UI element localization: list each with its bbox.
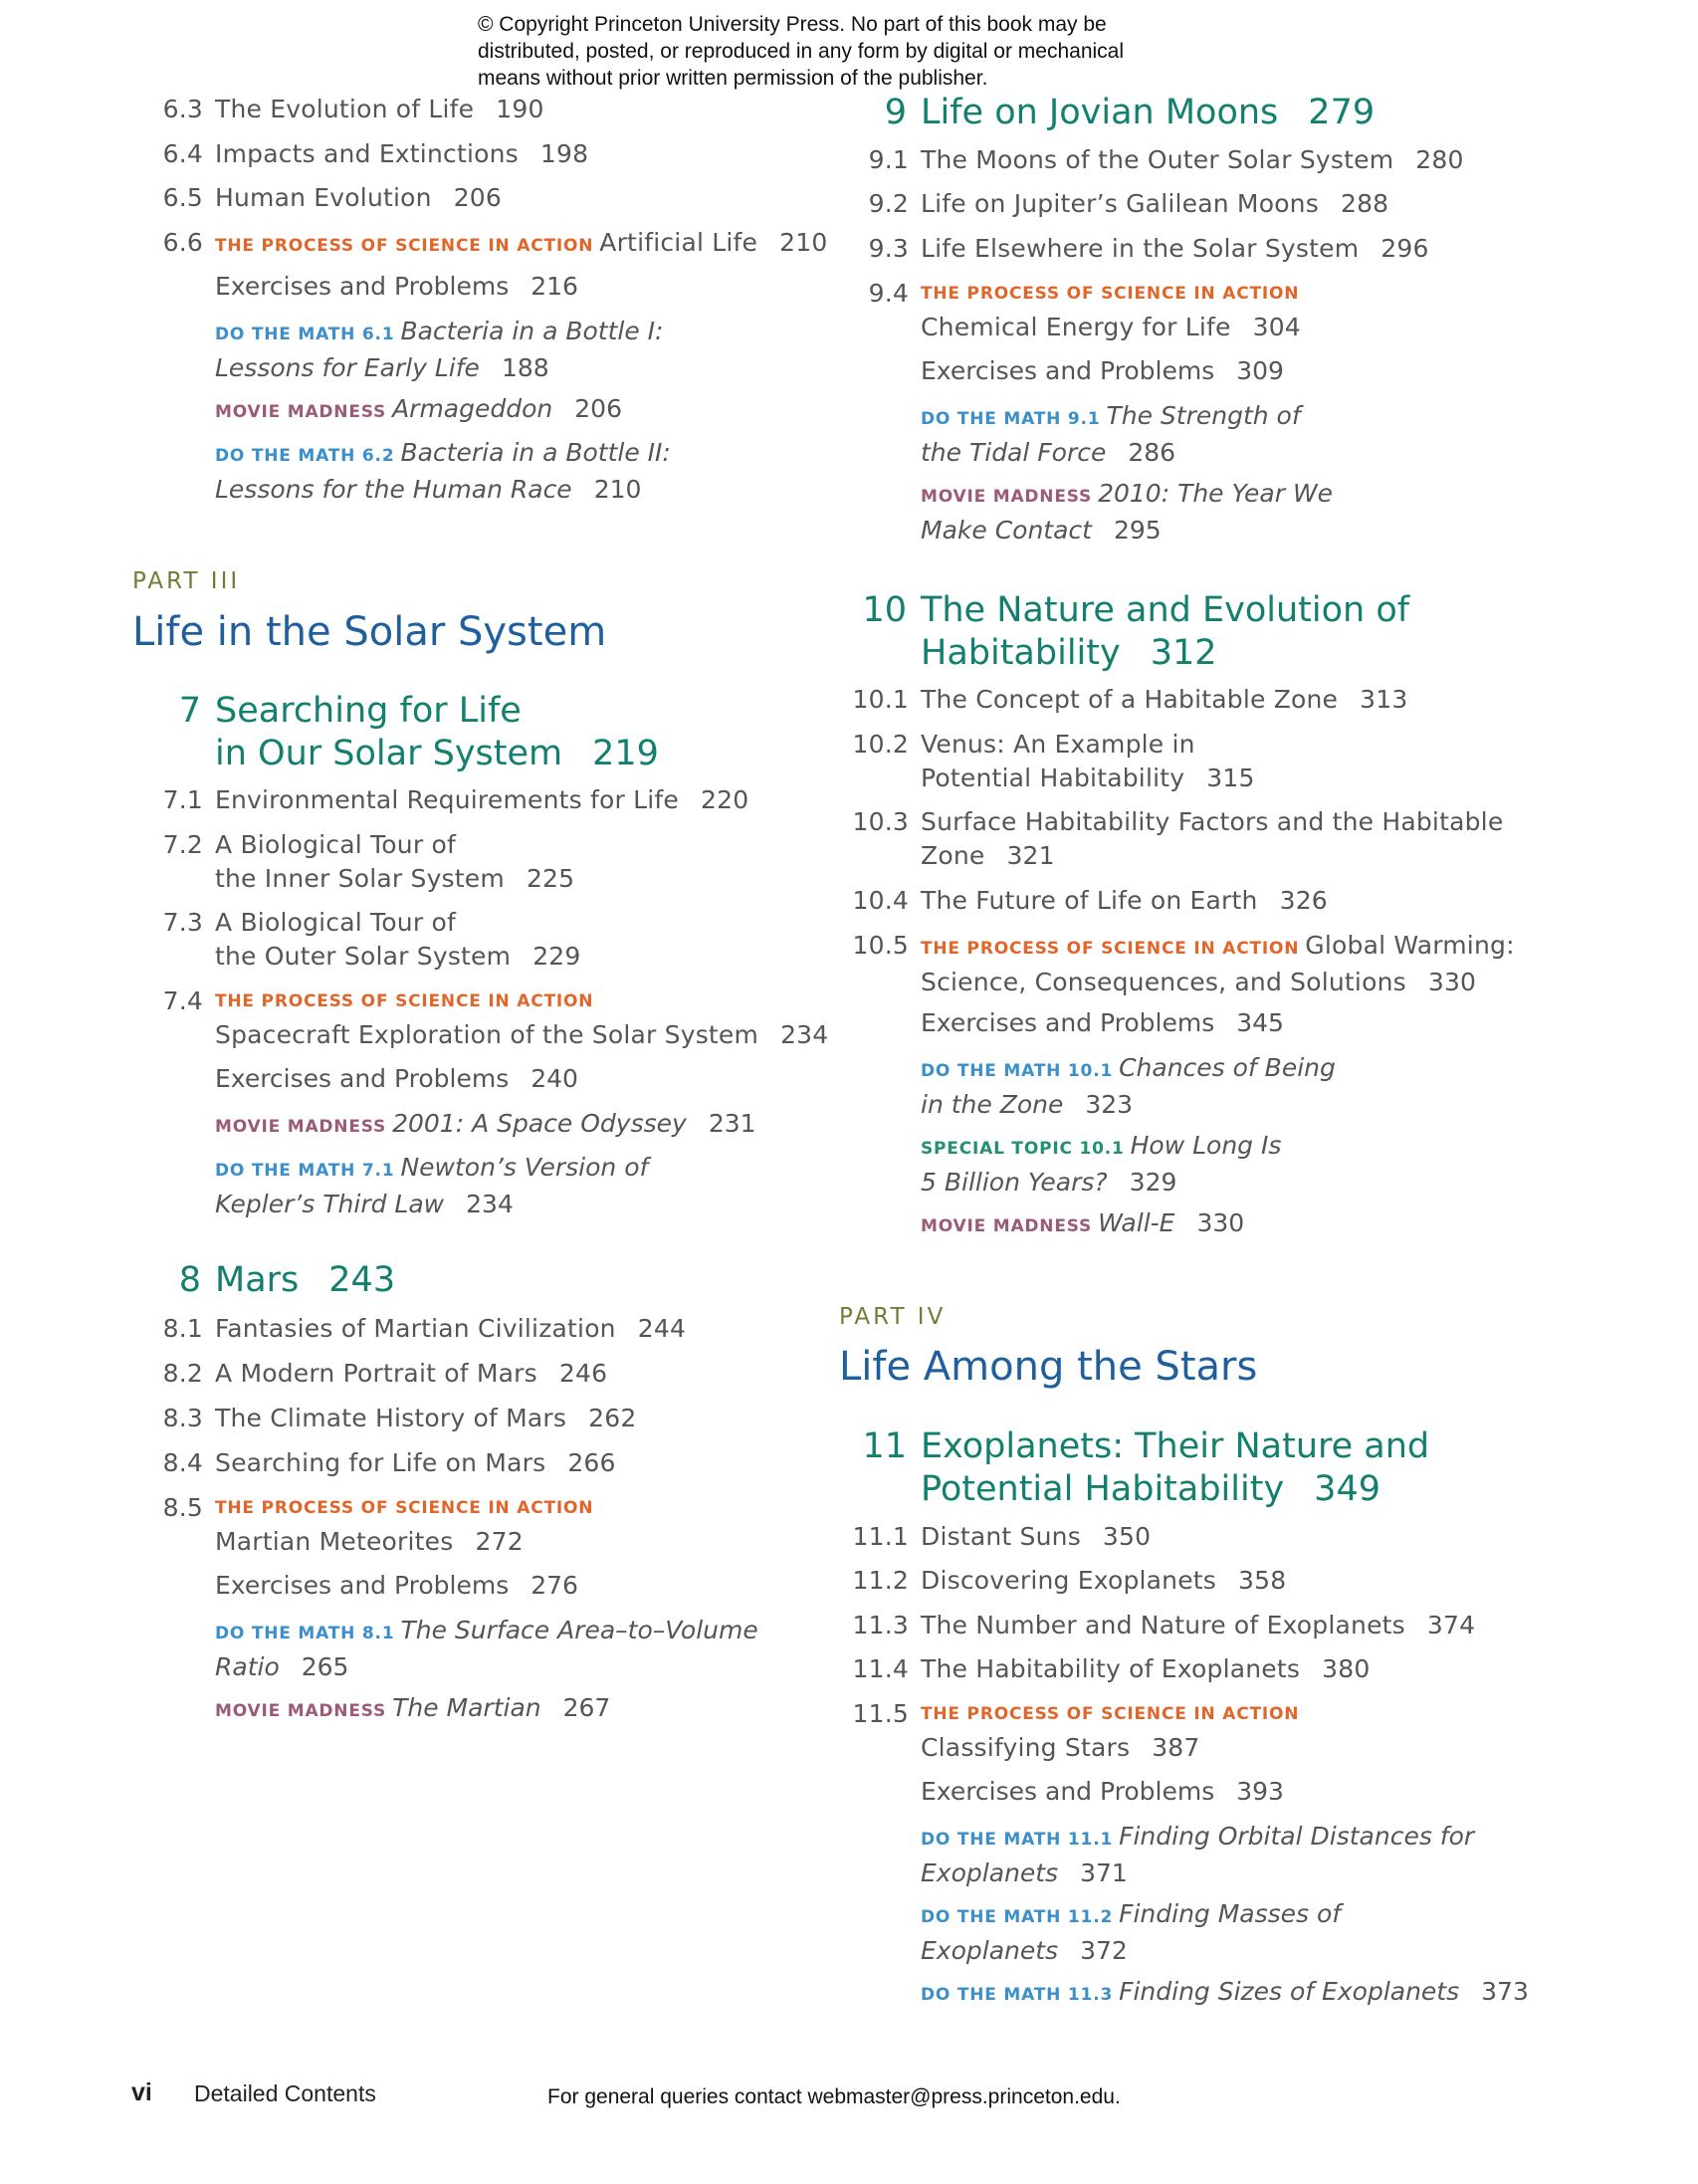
page-number: 190 xyxy=(496,95,544,123)
toc-entry[interactable] xyxy=(162,984,829,1052)
feature-title: Kepler’s Third Law xyxy=(215,1190,445,1218)
section-number: 11.5 xyxy=(852,1699,909,1728)
process-of-science-tag: THE PROCESS OF SCIENCE IN ACTION xyxy=(215,236,594,256)
page-number: 231 xyxy=(708,1109,756,1138)
page-number: 393 xyxy=(1236,1777,1284,1806)
feature-title: Newton’s Version of xyxy=(400,1153,649,1182)
section-title: A Modern Portrait of Mars xyxy=(215,1359,537,1388)
exercises-title: Exercises and Problems xyxy=(215,272,510,301)
section-number: 11.2 xyxy=(852,1566,909,1595)
toc-entry[interactable] xyxy=(852,1520,1152,1554)
section-number: 6.5 xyxy=(162,183,203,212)
exercises-title: Exercises and Problems xyxy=(921,1777,1215,1806)
exercises-title: Exercises and Problems xyxy=(215,1571,510,1600)
process-of-science-tag: THE PROCESS OF SCIENCE IN ACTION xyxy=(215,1498,594,1518)
feature-title: Finding Sizes of Exoplanets xyxy=(1119,1977,1460,2006)
process-of-science-tag: THE PROCESS OF SCIENCE IN ACTION xyxy=(215,991,594,1011)
section-title: Life on Jupiter’s Galilean Moons xyxy=(921,189,1319,218)
toc-entry[interactable] xyxy=(162,181,503,215)
toc-entry[interactable] xyxy=(852,1609,1476,1642)
contact-line: For general queries contact webmaster@press.princeton.edu. xyxy=(547,2085,1121,2108)
exercises-entry[interactable] xyxy=(921,354,1284,388)
page-folio: vi xyxy=(131,2078,152,2106)
section-title: Environmental Requirements for Life xyxy=(215,785,679,814)
do-the-math-tag: DO THE MATH 10.1 xyxy=(921,1061,1114,1081)
page-number: 220 xyxy=(700,785,749,814)
do-the-math-tag: DO THE MATH 11.2 xyxy=(921,1907,1114,1927)
toc-entry[interactable] xyxy=(868,232,1429,266)
toc-entry[interactable] xyxy=(852,1652,1371,1686)
section-title: Impacts and Extinctions xyxy=(215,139,519,168)
chapter-title: The Nature and Evolution of xyxy=(921,590,1410,630)
page-number: 234 xyxy=(780,1020,829,1049)
process-of-science-tag: THE PROCESS OF SCIENCE IN ACTION xyxy=(921,284,1300,304)
section-number: 11.3 xyxy=(852,1611,909,1639)
page-number: 262 xyxy=(588,1404,637,1432)
page-number: 329 xyxy=(1129,1168,1177,1197)
copyright-line: distributed, posted, or reproduced in any form by digital or mechanical xyxy=(478,40,1125,63)
page-number: 321 xyxy=(1006,841,1055,870)
copyright-line: © Copyright Princeton University Press. No part of this book may be xyxy=(478,13,1107,36)
feature-title: the Tidal Force xyxy=(921,438,1107,467)
feature-title: Armageddon xyxy=(392,394,553,423)
toc-entry[interactable] xyxy=(868,143,1464,177)
section-number: 10.1 xyxy=(852,685,909,714)
do-the-math-tag: DO THE MATH 6.2 xyxy=(215,446,395,466)
feature-title: Finding Orbital Distances for xyxy=(1119,1822,1475,1851)
page-number: 312 xyxy=(1150,633,1217,673)
section-title: The Evolution of Life xyxy=(215,95,475,123)
chapter-title: Potential Habitability xyxy=(921,1469,1285,1509)
page-number: 358 xyxy=(1238,1566,1287,1595)
page-number: 323 xyxy=(1085,1090,1134,1119)
section-title: A Biological Tour of xyxy=(215,830,456,859)
page-number: 315 xyxy=(1206,764,1255,792)
movie-madness-entry[interactable] xyxy=(215,392,622,429)
feature-title: Finding Masses of xyxy=(1119,1899,1342,1928)
feature-title: Make Contact xyxy=(921,516,1092,545)
feature-title: How Long Is xyxy=(1130,1131,1282,1160)
section-title: Discovering Exoplanets xyxy=(921,1566,1217,1595)
toc-entry[interactable] xyxy=(852,805,1504,873)
running-footer: Detailed Contents xyxy=(194,2080,376,2106)
page-number: 216 xyxy=(531,272,578,301)
section-title: Zone xyxy=(921,841,985,870)
page-number: 243 xyxy=(328,1260,396,1300)
do-the-math-entry[interactable] xyxy=(921,1820,1474,1890)
section-title: Spacecraft Exploration of the Solar System xyxy=(215,1020,759,1049)
do-the-math-entry[interactable] xyxy=(215,315,663,385)
chapter-title: Habitability xyxy=(921,633,1121,673)
page-number: 304 xyxy=(1252,313,1301,341)
section-number: 10.5 xyxy=(852,931,909,960)
part-label: PART III xyxy=(132,568,241,594)
page-number: 330 xyxy=(1427,968,1477,996)
page-number: 350 xyxy=(1102,1522,1152,1551)
page-number: 234 xyxy=(466,1190,514,1218)
section-number: 8.1 xyxy=(162,1314,203,1343)
chapter-title: Searching for Life xyxy=(215,691,522,731)
do-the-math-entry[interactable] xyxy=(215,1151,648,1221)
page-number: 288 xyxy=(1340,189,1389,218)
chapter-title: Mars xyxy=(215,1260,300,1300)
page-number: 349 xyxy=(1314,1469,1380,1509)
do-the-math-tag: DO THE MATH 8.1 xyxy=(215,1624,395,1643)
section-number: 8.4 xyxy=(162,1448,203,1477)
section-number: 8.3 xyxy=(162,1404,203,1432)
section-number: 10.3 xyxy=(852,807,909,836)
toc-entry[interactable] xyxy=(162,137,589,171)
page-number: 229 xyxy=(532,942,581,971)
section-number: 9.1 xyxy=(868,145,909,174)
exercises-title: Exercises and Problems xyxy=(921,1008,1215,1037)
part-label: PART IV xyxy=(839,1304,947,1330)
feature-title: Exoplanets xyxy=(921,1936,1059,1965)
page-number: 266 xyxy=(567,1448,616,1477)
page-number: 225 xyxy=(526,864,575,893)
page-number: 206 xyxy=(574,394,622,423)
section-title: Artificial Life xyxy=(599,228,758,257)
page-number: 372 xyxy=(1080,1936,1128,1965)
feature-title: Chances of Being xyxy=(1119,1053,1336,1082)
section-number: 7.1 xyxy=(162,785,203,814)
toc-entry[interactable] xyxy=(162,1402,637,1435)
process-of-science-tag: THE PROCESS OF SCIENCE IN ACTION xyxy=(921,1704,1300,1724)
chapter-number: 9 xyxy=(884,93,907,132)
exercises-entry[interactable] xyxy=(921,1006,1284,1040)
section-title: A Biological Tour of xyxy=(215,908,456,937)
chapter-number: 7 xyxy=(178,691,201,731)
copyright-line: means without prior written permission of the publisher. xyxy=(478,67,988,90)
toc-entry[interactable] xyxy=(162,1491,599,1559)
exercises-entry[interactable] xyxy=(215,1062,578,1096)
exercises-entry[interactable] xyxy=(215,270,578,304)
page-number: 296 xyxy=(1380,234,1429,263)
feature-title: Exoplanets xyxy=(921,1858,1059,1887)
section-number: 11.4 xyxy=(852,1654,909,1683)
movie-madness-entry[interactable] xyxy=(215,1691,610,1728)
toc-entry[interactable] xyxy=(868,187,1389,221)
section-title: Potential Habitability xyxy=(921,764,1185,792)
movie-madness-tag: MOVIE MADNESS xyxy=(921,487,1093,507)
toc-entry[interactable] xyxy=(162,906,581,974)
movie-madness-tag: MOVIE MADNESS xyxy=(215,402,387,422)
section-title: Fantasies of Martian Civilization xyxy=(215,1314,616,1343)
movie-madness-entry[interactable] xyxy=(921,1206,1244,1243)
do-the-math-tag: DO THE MATH 11.3 xyxy=(921,1985,1114,2005)
page-number: 345 xyxy=(1236,1008,1284,1037)
chapter-heading[interactable] xyxy=(862,1425,1430,1511)
exercises-entry[interactable] xyxy=(215,1569,578,1603)
part-title[interactable]: Life in the Solar System xyxy=(132,609,607,655)
section-number: 10.2 xyxy=(852,730,909,759)
feature-title: 2010: The Year We xyxy=(1098,479,1334,508)
section-number: 8.5 xyxy=(162,1493,203,1522)
chapter-title: Life on Jovian Moons xyxy=(921,93,1279,132)
section-title: Distant Suns xyxy=(921,1522,1081,1551)
chapter-heading[interactable] xyxy=(178,1259,396,1302)
page-number: 380 xyxy=(1322,1654,1371,1683)
section-title: The Habitability of Exoplanets xyxy=(921,1654,1301,1683)
feature-title: in the Zone xyxy=(921,1090,1064,1119)
chapter-number: 11 xyxy=(862,1426,907,1466)
section-title: Searching for Life on Mars xyxy=(215,1448,546,1477)
section-title: The Climate History of Mars xyxy=(215,1404,567,1432)
do-the-math-entry[interactable] xyxy=(921,1051,1336,1122)
toc-entry[interactable] xyxy=(162,93,544,126)
page-number: 280 xyxy=(1415,145,1464,174)
section-number: 10.4 xyxy=(852,886,909,915)
feature-title: The Surface Area–to–Volume xyxy=(400,1616,758,1644)
section-title: Global Warming: xyxy=(1305,931,1515,960)
feature-title: Lessons for Early Life xyxy=(215,353,480,382)
section-title: The Moons of the Outer Solar System xyxy=(921,145,1394,174)
page-number: 371 xyxy=(1080,1858,1128,1887)
feature-title: 5 Billion Years? xyxy=(921,1168,1108,1197)
page-number: 265 xyxy=(301,1652,349,1681)
toc-entry[interactable] xyxy=(162,783,749,817)
page-number: 198 xyxy=(539,139,589,168)
toc-entry[interactable] xyxy=(852,1564,1287,1598)
chapter-heading[interactable] xyxy=(884,92,1376,134)
chapter-heading[interactable] xyxy=(862,589,1410,675)
feature-title: Lessons for the Human Race xyxy=(215,475,572,504)
section-number: 7.4 xyxy=(162,986,203,1015)
page-number: 330 xyxy=(1196,1208,1245,1237)
toc-entry[interactable] xyxy=(852,1697,1305,1765)
page-number: 373 xyxy=(1481,1977,1529,2006)
feature-title: The Strength of xyxy=(1106,401,1301,430)
do-the-math-tag: DO THE MATH 7.1 xyxy=(215,1161,395,1181)
page-number: 309 xyxy=(1236,356,1284,385)
page-number: 210 xyxy=(779,228,828,257)
chapter-number: 8 xyxy=(178,1260,201,1300)
page-number: 246 xyxy=(558,1359,608,1388)
section-number: 9.2 xyxy=(868,189,909,218)
chapter-title: Exoplanets: Their Nature and xyxy=(921,1426,1430,1466)
do-the-math-tag: DO THE MATH 6.1 xyxy=(215,325,395,344)
movie-madness-entry[interactable] xyxy=(921,477,1333,547)
section-number: 9.3 xyxy=(868,234,909,263)
toc-entry[interactable] xyxy=(868,277,1305,344)
section-number: 11.1 xyxy=(852,1522,909,1551)
do-the-math-entry[interactable] xyxy=(921,1897,1341,1968)
section-title: Classifying Stars xyxy=(921,1733,1131,1762)
page-number: 276 xyxy=(531,1571,578,1600)
section-title: The Number and Nature of Exoplanets xyxy=(921,1611,1405,1639)
toc-entry[interactable] xyxy=(162,1446,616,1480)
section-title: The Concept of a Habitable Zone xyxy=(921,685,1339,714)
do-the-math-entry[interactable] xyxy=(215,1614,758,1684)
section-number: 8.2 xyxy=(162,1359,203,1388)
page-number: 272 xyxy=(475,1527,524,1556)
page-number: 374 xyxy=(1426,1611,1476,1639)
page-number: 267 xyxy=(562,1693,611,1722)
section-title: Martian Meteorites xyxy=(215,1527,454,1556)
page-number: 286 xyxy=(1128,438,1176,467)
page-number: 210 xyxy=(593,475,642,504)
page-number: 188 xyxy=(501,353,549,382)
section-number: 6.3 xyxy=(162,95,203,123)
do-the-math-entry[interactable] xyxy=(921,399,1301,470)
do-the-math-entry[interactable] xyxy=(215,436,671,507)
toc-entry[interactable] xyxy=(852,929,1515,999)
section-number: 9.4 xyxy=(868,279,909,308)
chapter-heading[interactable] xyxy=(178,690,659,775)
toc-entry[interactable] xyxy=(162,828,575,896)
section-title: Venus: An Example in xyxy=(921,730,1195,759)
section-title: Chemical Energy for Life xyxy=(921,313,1231,341)
section-title: the Inner Solar System xyxy=(215,864,505,893)
section-title: Life Elsewhere in the Solar System xyxy=(921,234,1360,263)
exercises-entry[interactable] xyxy=(921,1775,1284,1809)
special-topic-tag: SPECIAL TOPIC 10.1 xyxy=(921,1139,1125,1159)
part-title[interactable]: Life Among the Stars xyxy=(839,1344,1258,1390)
page-number: 313 xyxy=(1360,685,1408,714)
section-title: Human Evolution xyxy=(215,183,432,212)
copyright-notice xyxy=(478,11,1194,92)
movie-madness-tag: MOVIE MADNESS xyxy=(921,1216,1093,1236)
feature-title: 2001: A Space Odyssey xyxy=(392,1109,687,1138)
feature-title: Bacteria in a Bottle I: xyxy=(400,317,664,345)
page-number: 295 xyxy=(1113,516,1162,545)
section-number: 7.2 xyxy=(162,830,203,859)
movie-madness-entry[interactable] xyxy=(215,1107,756,1144)
chapter-number: 10 xyxy=(862,590,907,630)
toc-entry[interactable] xyxy=(162,1312,687,1346)
section-number: 6.4 xyxy=(162,139,203,168)
section-title: the Outer Solar System xyxy=(215,942,512,971)
section-number: 6.6 xyxy=(162,228,203,257)
page-number: 206 xyxy=(453,183,503,212)
movie-madness-tag: MOVIE MADNESS xyxy=(215,1117,387,1137)
feature-title: The Martian xyxy=(392,1693,541,1722)
section-title: Surface Habitability Factors and the Habitable xyxy=(921,807,1504,836)
do-the-math-tag: DO THE MATH 11.1 xyxy=(921,1830,1114,1850)
movie-madness-tag: MOVIE MADNESS xyxy=(215,1701,387,1721)
feature-title: Bacteria in a Bottle II: xyxy=(400,438,671,467)
section-number: 7.3 xyxy=(162,908,203,937)
do-the-math-entry[interactable] xyxy=(921,1975,1529,2012)
page-number: 387 xyxy=(1152,1733,1200,1762)
feature-title: Wall-E xyxy=(1098,1208,1175,1237)
special-topic-entry[interactable] xyxy=(921,1129,1281,1200)
toc-entry[interactable] xyxy=(852,728,1255,795)
page-number: 326 xyxy=(1279,886,1328,915)
toc-entry[interactable] xyxy=(852,683,1408,717)
toc-entry[interactable] xyxy=(162,226,828,263)
page-number: 219 xyxy=(592,734,659,773)
exercises-title: Exercises and Problems xyxy=(215,1064,510,1093)
toc-entry[interactable] xyxy=(852,884,1328,918)
section-title: The Future of Life on Earth xyxy=(921,886,1258,915)
toc-entry[interactable] xyxy=(162,1357,608,1391)
page-number: 279 xyxy=(1308,93,1376,132)
exercises-title: Exercises and Problems xyxy=(921,356,1215,385)
do-the-math-tag: DO THE MATH 9.1 xyxy=(921,409,1101,429)
section-title: Science, Consequences, and Solutions xyxy=(921,968,1406,996)
page-number: 244 xyxy=(637,1314,687,1343)
process-of-science-tag: THE PROCESS OF SCIENCE IN ACTION xyxy=(921,939,1300,959)
chapter-title: in Our Solar System xyxy=(215,734,563,773)
page-number: 240 xyxy=(531,1064,578,1093)
feature-title: Ratio xyxy=(215,1652,280,1681)
